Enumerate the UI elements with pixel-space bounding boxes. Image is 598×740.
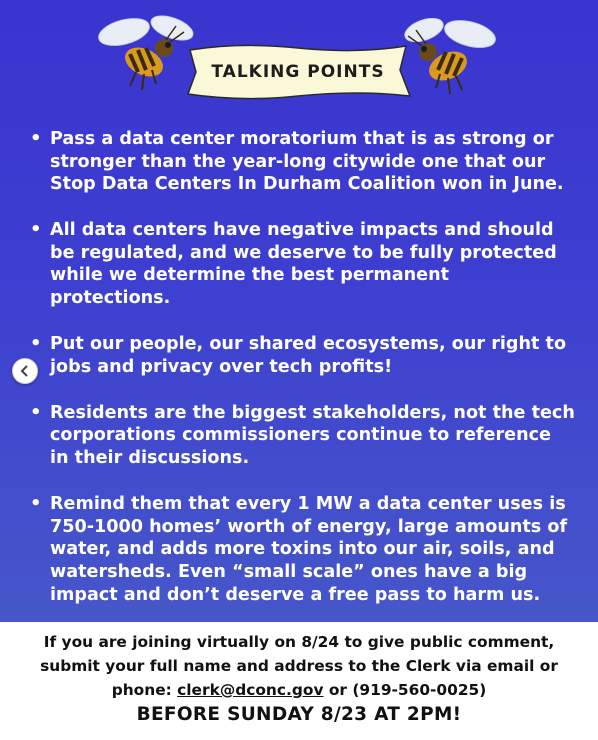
- point-text: Remind them that every 1 MW a data center uses is 750-1000 homes’ worth of energy, large amounts of water, and adds more toxins into our air, soils, and watersheds. Even “small scale” ones have a big impact and don’t deserve a free pass to harm us.: [50, 494, 568, 605]
- footer-notice: [0, 622, 598, 740]
- point-text: Put our people, our shared ecosystems, our right to jobs and privacy over tech profits!: [50, 334, 567, 377]
- bullet-icon: •: [30, 401, 42, 423]
- list-item: [30, 333, 575, 378]
- list-item: [30, 219, 575, 309]
- list-item: [30, 493, 575, 606]
- chevron-left-icon: [19, 365, 31, 377]
- title-banner: [182, 40, 414, 104]
- talking-points-list: [30, 128, 575, 622]
- clerk-email-link[interactable]: clerk@dconc.gov: [177, 681, 324, 699]
- point-text: Pass a data center moratorium that is as strong or stronger than the year-long citywide one that our Stop Data Centers In Durham Coalition won in June.: [50, 129, 564, 195]
- bullet-icon: •: [30, 333, 42, 355]
- footer-phone: or (919-560-0025): [328, 681, 487, 699]
- point-text: All data centers have negative impacts and should be regulated, and we deserve to be fully protected while we determine the best permanent protections.: [50, 220, 557, 309]
- list-item: [30, 402, 575, 470]
- previous-slide-button[interactable]: [12, 358, 38, 384]
- bullet-icon: •: [30, 219, 42, 241]
- bullet-icon: •: [30, 493, 42, 515]
- point-text: Residents are the biggest stakeholders, not the tech corporations commissioners continue to reference in their discussions.: [50, 402, 575, 469]
- footer-instructions: [18, 630, 580, 702]
- list-item: [30, 128, 575, 196]
- bee-icon: [96, 14, 196, 98]
- footer-line: If you are joining virtually on 8/24 to give public comment, submit your full name and address to the Clerk via email or phone:: [40, 633, 558, 699]
- deadline-text: BEFORE SUNDAY 8/23 AT 2PM!: [136, 704, 462, 725]
- banner-title: TALKING POINTS: [211, 62, 385, 82]
- bullet-icon: •: [30, 128, 42, 149]
